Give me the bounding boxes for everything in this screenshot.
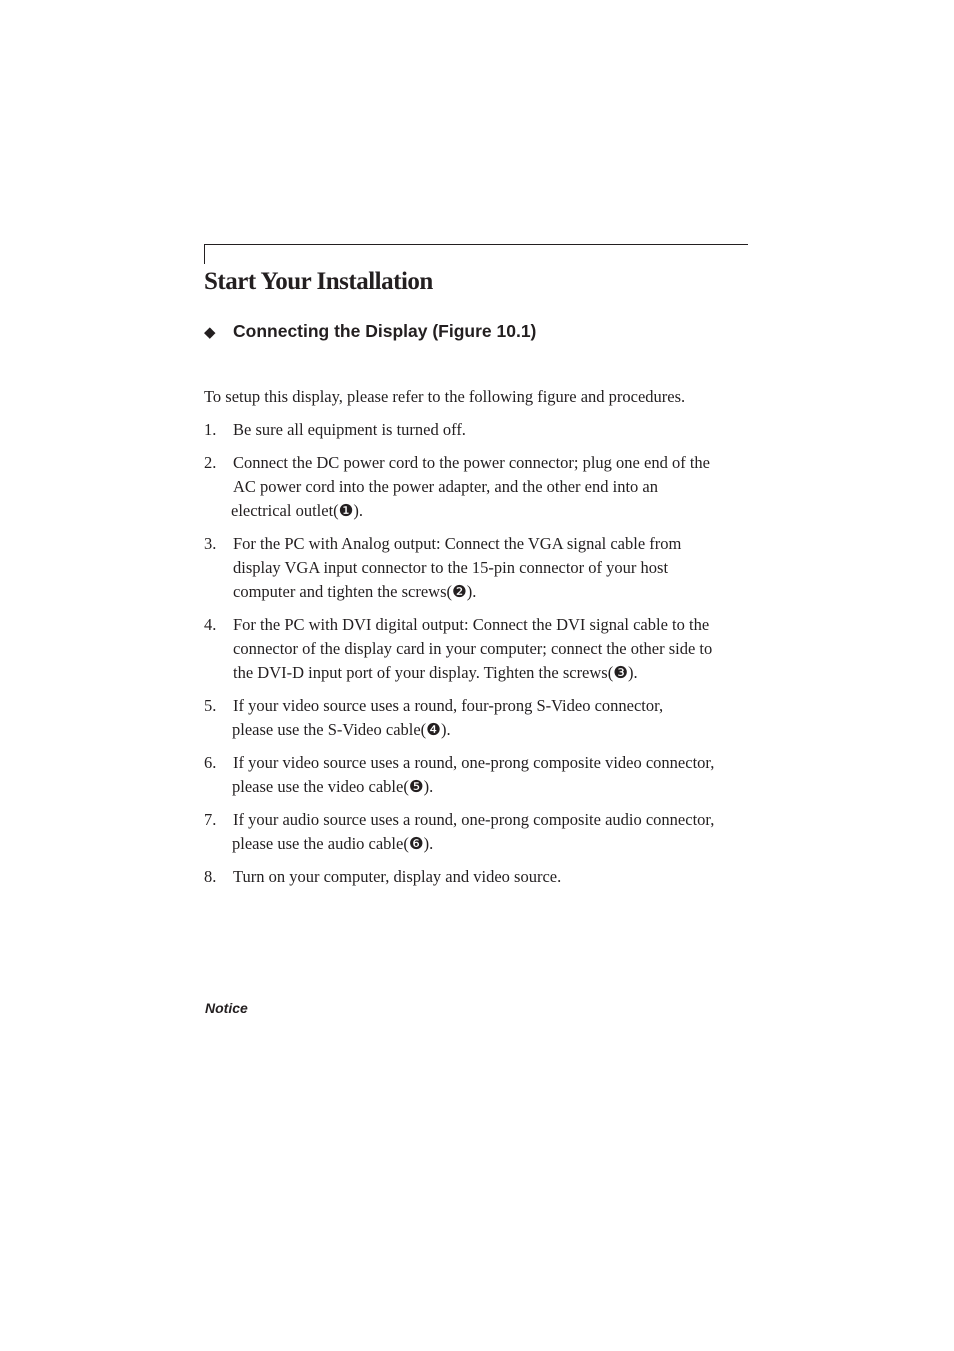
step-text-line: electrical outlet(❶). bbox=[231, 501, 364, 520]
step-number: 4. bbox=[204, 615, 217, 634]
step-text-line: the DVI-D input port of your display. Tighten the screws(❸). bbox=[233, 663, 638, 682]
step-text-line: Be sure all equipment is turned off. bbox=[233, 420, 466, 439]
step-text-line: computer and tighten the screws(❷). bbox=[233, 582, 477, 601]
step-text-line: If your video source uses a round, four-prong S-Video connector, bbox=[233, 696, 664, 715]
installation-steps-list bbox=[204, 418, 752, 898]
step-text-line: AC power cord into the power adapter, and the other end into an bbox=[233, 477, 658, 496]
step-number: 2. bbox=[204, 453, 217, 472]
step-2 bbox=[204, 451, 752, 523]
step-text-line: For the PC with DVI digital output: Connect the DVI signal cable to the bbox=[233, 615, 710, 634]
step-text-line: display VGA input connector to the 15-pin connector of your host bbox=[233, 558, 669, 577]
step-text-line: please use the audio cable(❻). bbox=[232, 834, 434, 853]
step-6 bbox=[204, 751, 752, 799]
step-1 bbox=[204, 418, 752, 442]
step-text-line: Turn on your computer, display and video source. bbox=[233, 867, 562, 886]
step-text-line: If your audio source uses a round, one-prong composite audio connector, bbox=[233, 810, 715, 829]
step-text-line: For the PC with Analog output: Connect the VGA signal cable from bbox=[233, 534, 682, 553]
step-text-line: connector of the display card in your computer; connect the other side to bbox=[233, 639, 713, 658]
step-8 bbox=[204, 865, 752, 889]
step-7 bbox=[204, 808, 752, 856]
section-heading bbox=[204, 319, 536, 345]
step-number: 7. bbox=[204, 810, 217, 829]
step-number: 8. bbox=[204, 867, 217, 886]
step-number: 3. bbox=[204, 534, 217, 553]
section-heading-text: Connecting the Display (Figure 10.1) bbox=[233, 321, 537, 341]
step-5 bbox=[204, 694, 752, 742]
step-number: 5. bbox=[204, 696, 217, 715]
step-text-line: If your video source uses a round, one-prong composite video connector, bbox=[233, 753, 715, 772]
notice-label: Notice bbox=[205, 1000, 248, 1016]
header-rule-top bbox=[204, 244, 748, 245]
page-title: Start Your Installation bbox=[204, 268, 433, 295]
intro-paragraph: To setup this display, please refer to the following figure and procedures. bbox=[204, 387, 686, 406]
step-number: 6. bbox=[204, 753, 217, 772]
step-text-line: Connect the DC power cord to the power connector; plug one end of the bbox=[233, 453, 710, 472]
header-rule-left bbox=[204, 244, 205, 264]
step-text-line: please use the S-Video cable(❹). bbox=[232, 720, 451, 739]
diamond-bullet-icon: ◆ bbox=[204, 324, 216, 341]
step-number: 1. bbox=[204, 420, 217, 439]
step-3 bbox=[204, 532, 752, 604]
step-text-line: please use the video cable(❺). bbox=[232, 777, 434, 796]
step-4 bbox=[204, 613, 752, 685]
